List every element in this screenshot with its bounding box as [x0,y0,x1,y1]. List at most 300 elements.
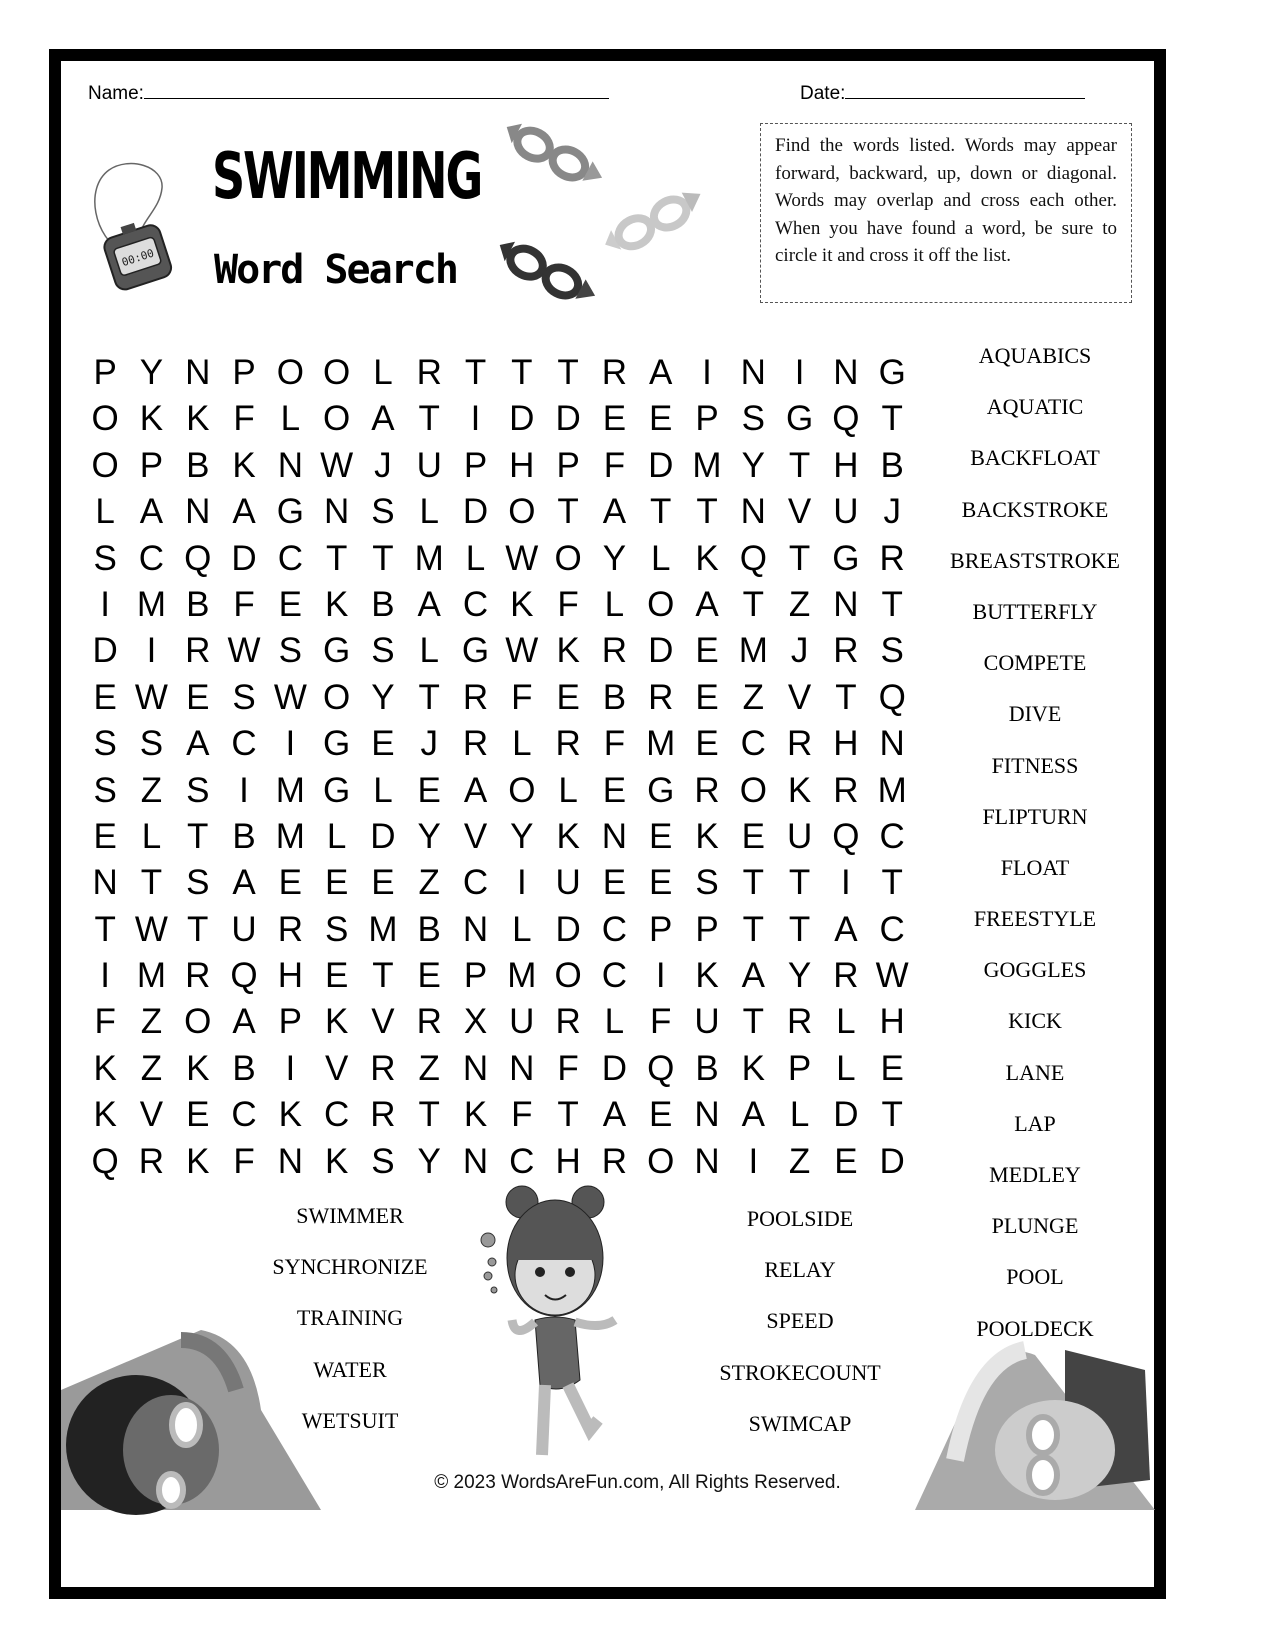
grid-cell[interactable]: C [509,1141,535,1181]
grid-cell[interactable]: S [695,863,719,903]
grid-cell[interactable]: K [186,1141,210,1181]
grid-cell[interactable]: C [323,1095,350,1135]
grid-cell[interactable]: N [601,816,628,856]
grid-cell[interactable]: T [557,492,579,532]
grid-cell[interactable]: U [555,863,581,903]
grid-cell[interactable]: U [833,492,859,532]
grid-cell[interactable]: C [277,538,303,578]
grid-cell[interactable]: Y [417,816,441,856]
grid-cell[interactable]: H [833,724,859,764]
grid-cell[interactable]: T [187,816,209,856]
grid-cell[interactable]: K [139,399,164,439]
grid-cell[interactable]: S [880,631,904,671]
grid-cell[interactable]: T [187,909,209,949]
grid-cell[interactable]: K [695,816,719,856]
grid-cell[interactable]: C [879,816,905,856]
grid-cell[interactable]: R [555,1002,581,1042]
grid-cell[interactable]: N [277,1141,303,1181]
grid-cell[interactable]: K [93,1095,117,1135]
grid-cell[interactable]: R [833,956,859,996]
grid-cell[interactable]: T [742,584,764,624]
grid-cell[interactable]: M [877,770,907,810]
grid-cell[interactable]: P [695,909,719,949]
grid-cell[interactable]: G [323,631,351,671]
grid-cell[interactable]: J [883,492,901,532]
grid-cell[interactable]: K [741,1048,765,1088]
grid-cell[interactable]: M [275,816,305,856]
grid-cell[interactable]: Q [832,399,860,439]
grid-cell[interactable]: N [879,724,905,764]
grid-cell[interactable]: Y [510,816,534,856]
grid-cell[interactable]: R [185,956,211,996]
grid-cell[interactable]: A [649,353,673,392]
grid-cell[interactable]: L [465,538,486,578]
grid-cell[interactable]: L [419,631,439,671]
grid-cell[interactable]: F [603,445,626,485]
grid-cell[interactable]: K [324,584,349,624]
grid-cell[interactable]: N [92,863,118,903]
grid-cell[interactable]: A [139,492,164,532]
grid-cell[interactable]: H [833,445,859,485]
grid-cell[interactable]: N [462,1141,489,1181]
grid-cell[interactable]: N [277,445,303,485]
grid-cell[interactable]: L [604,1002,625,1042]
grid-cell[interactable]: I [841,863,851,903]
grid-cell[interactable]: M [692,445,722,485]
grid-cell[interactable]: N [323,492,350,532]
grid-cell[interactable]: R [277,909,303,949]
grid-cell[interactable]: R [786,724,813,764]
grid-cell[interactable]: Z [140,1002,163,1042]
grid-cell[interactable]: T [788,538,811,578]
grid-cell[interactable]: H [555,1141,581,1181]
grid-cell[interactable]: R [833,631,859,671]
grid-cell[interactable]: S [371,1141,395,1181]
grid-cell[interactable]: F [511,1095,533,1135]
grid-cell[interactable]: P [463,956,488,996]
grid-cell[interactable]: T [881,399,903,439]
grid-cell[interactable]: D [833,1095,859,1135]
grid-cell[interactable]: A [834,909,858,949]
grid-cell[interactable]: T [881,863,903,903]
grid-cell[interactable]: X [463,1002,488,1042]
grid-cell[interactable]: S [324,909,349,949]
grid-cell[interactable]: R [416,353,442,392]
grid-cell[interactable]: B [232,1048,256,1088]
grid-cell[interactable]: W [273,677,307,717]
grid-cell[interactable]: W [134,909,168,949]
grid-cell[interactable]: T [835,677,857,717]
grid-cell[interactable]: L [650,538,671,578]
grid-cell[interactable]: E [371,863,395,903]
grid-cell[interactable]: P [232,353,256,392]
grid-cell[interactable]: L [326,816,347,856]
grid-cell[interactable]: K [278,1095,303,1135]
grid-cell[interactable]: E [695,724,719,764]
grid-cell[interactable]: I [285,724,296,764]
grid-cell[interactable]: L [512,724,532,764]
grid-cell[interactable]: D [648,631,674,671]
grid-cell[interactable]: T [696,492,718,532]
grid-cell[interactable]: T [140,863,163,903]
grid-cell[interactable]: R [138,1141,165,1181]
grid-cell[interactable]: O [323,677,351,717]
grid-cell[interactable]: P [463,445,488,485]
grid-cell[interactable]: R [185,631,211,671]
grid-cell[interactable]: E [417,956,441,996]
grid-cell[interactable]: O [554,956,582,996]
grid-cell[interactable]: T [788,909,811,949]
grid-cell[interactable]: N [462,1048,489,1088]
grid-cell[interactable]: U [509,1002,535,1042]
grid-cell[interactable]: Z [418,863,440,903]
grid-cell[interactable]: K [186,1048,210,1088]
grid-cell[interactable]: L [789,1095,810,1135]
grid-cell[interactable]: F [233,1141,255,1181]
grid-cell[interactable]: F [233,399,255,439]
grid-cell[interactable]: I [146,631,157,671]
grid-cell[interactable]: D [370,816,396,856]
grid-cell[interactable]: O [554,538,582,578]
grid-cell[interactable]: A [186,724,210,764]
grid-cell[interactable]: N [740,353,766,392]
grid-cell[interactable]: V [463,816,488,856]
grid-cell[interactable]: S [371,631,395,671]
grid-cell[interactable]: K [556,631,580,671]
grid-cell[interactable]: F [557,1048,579,1088]
grid-cell[interactable]: B [371,584,395,624]
grid-cell[interactable]: V [787,677,812,717]
grid-cell[interactable]: I [702,353,712,392]
grid-cell[interactable]: L [604,584,625,624]
grid-cell[interactable]: A [417,584,441,624]
grid-cell[interactable]: E [417,770,441,810]
grid-cell[interactable]: R [370,1095,396,1135]
grid-cell[interactable]: R [416,1002,442,1042]
grid-cell[interactable]: A [232,1002,256,1042]
grid-cell[interactable]: J [420,724,438,764]
grid-cell[interactable]: T [372,538,394,578]
grid-cell[interactable]: Z [788,1141,811,1181]
letter-grid[interactable] [82,350,915,1185]
grid-cell[interactable]: I [285,1048,296,1088]
grid-cell[interactable]: M [646,724,676,764]
grid-cell[interactable]: E [695,677,719,717]
grid-cell[interactable]: E [649,816,673,856]
grid-cell[interactable]: O [739,770,767,810]
grid-cell[interactable]: S [139,724,164,764]
grid-cell[interactable]: T [742,909,764,949]
grid-cell[interactable]: R [786,1002,813,1042]
grid-cell[interactable]: Y [787,956,812,996]
grid-cell[interactable]: I [100,584,111,624]
grid-cell[interactable]: E [371,724,395,764]
date-line[interactable] [845,82,1085,99]
grid-cell[interactable]: A [232,863,256,903]
grid-cell[interactable]: K [463,1095,488,1135]
grid-cell[interactable]: T [94,909,116,949]
grid-cell[interactable]: K [556,816,580,856]
grid-cell[interactable]: V [371,1002,395,1042]
grid-cell[interactable]: R [555,724,581,764]
grid-cell[interactable]: U [416,445,442,485]
grid-cell[interactable]: T [418,399,440,439]
grid-cell[interactable]: Q [832,816,860,856]
grid-cell[interactable]: C [462,863,489,903]
grid-cell[interactable]: T [557,1095,579,1135]
grid-cell[interactable]: Q [184,538,212,578]
grid-cell[interactable]: H [509,445,535,485]
grid-cell[interactable]: H [277,956,303,996]
grid-cell[interactable]: K [186,399,210,439]
grid-cell[interactable]: Z [418,1048,440,1088]
grid-cell[interactable]: E [602,863,627,903]
grid-cell[interactable]: S [93,724,117,764]
grid-cell[interactable]: S [232,677,256,717]
grid-cell[interactable]: L [419,492,439,532]
grid-cell[interactable]: O [508,492,536,532]
grid-cell[interactable]: E [602,770,627,810]
grid-cell[interactable]: P [93,353,117,392]
grid-cell[interactable]: P [278,1002,303,1042]
grid-cell[interactable]: A [602,1095,627,1135]
grid-cell[interactable]: F [94,1002,116,1042]
grid-cell[interactable]: M [738,631,768,671]
grid-cell[interactable]: G [832,538,860,578]
grid-cell[interactable]: L [558,770,578,810]
grid-cell[interactable]: L [512,909,532,949]
grid-cell[interactable]: T [511,353,533,392]
grid-cell[interactable]: H [879,1002,905,1042]
grid-cell[interactable]: E [556,677,580,717]
grid-cell[interactable]: E [649,863,673,903]
grid-cell[interactable]: D [92,631,118,671]
grid-cell[interactable]: E [602,399,627,439]
grid-cell[interactable]: E [834,1141,858,1181]
grid-cell[interactable]: G [461,631,490,671]
grid-cell[interactable]: G [878,353,906,392]
grid-cell[interactable]: O [184,1002,212,1042]
grid-cell[interactable]: E [880,1048,904,1088]
grid-cell[interactable]: M [368,909,398,949]
grid-cell[interactable]: T [881,1095,903,1135]
grid-cell[interactable]: Z [788,584,811,624]
grid-cell[interactable]: M [507,956,537,996]
grid-cell[interactable]: C [138,538,165,578]
grid-cell[interactable]: F [603,724,626,764]
grid-cell[interactable]: E [695,631,719,671]
grid-cell[interactable]: T [881,584,903,624]
grid-cell[interactable]: D [648,445,674,485]
grid-cell[interactable]: E [324,863,349,903]
grid-cell[interactable]: R [462,724,489,764]
grid-cell[interactable]: E [278,863,303,903]
grid-cell[interactable]: Z [140,1048,163,1088]
grid-cell[interactable]: Y [139,353,164,392]
grid-cell[interactable]: Y [602,538,627,578]
grid-cell[interactable]: C [601,909,628,949]
grid-cell[interactable]: K [93,1048,117,1088]
grid-cell[interactable]: P [556,445,580,485]
grid-cell[interactable]: A [695,584,719,624]
grid-cell[interactable]: T [418,677,440,717]
grid-cell[interactable]: N [694,1095,720,1135]
grid-cell[interactable]: L [95,492,115,532]
grid-cell[interactable]: Z [742,677,764,717]
grid-cell[interactable]: O [91,445,119,485]
grid-cell[interactable]: V [324,1048,349,1088]
grid-cell[interactable]: N [509,1048,535,1088]
grid-cell[interactable]: R [833,770,859,810]
grid-cell[interactable]: D [879,1141,905,1181]
grid-cell[interactable]: L [280,399,301,439]
grid-cell[interactable]: B [186,445,210,485]
grid-cell[interactable]: E [741,816,765,856]
grid-cell[interactable]: E [93,816,117,856]
grid-cell[interactable]: I [794,353,805,392]
grid-cell[interactable]: K [787,770,812,810]
grid-cell[interactable]: L [141,816,162,856]
grid-cell[interactable]: U [786,816,813,856]
grid-cell[interactable]: R [648,677,674,717]
grid-cell[interactable]: J [790,631,809,671]
grid-cell[interactable]: T [557,353,579,392]
date-field[interactable] [800,82,1085,105]
grid-cell[interactable]: Z [140,770,163,810]
grid-cell[interactable]: T [464,353,487,392]
grid-cell[interactable]: Y [371,677,395,717]
grid-cell[interactable]: T [742,863,764,903]
grid-cell[interactable]: I [516,863,527,903]
grid-cell[interactable]: I [655,956,666,996]
grid-cell[interactable]: C [462,584,489,624]
grid-cell[interactable]: W [134,677,168,717]
grid-cell[interactable]: D [231,538,257,578]
grid-cell[interactable]: P [649,909,673,949]
grid-cell[interactable]: A [741,956,765,996]
grid-cell[interactable]: Q [878,677,906,717]
grid-cell[interactable]: O [91,399,119,439]
grid-cell[interactable]: K [324,1002,349,1042]
grid-cell[interactable]: L [373,770,393,810]
grid-cell[interactable]: G [323,724,351,764]
grid-cell[interactable]: B [880,445,904,485]
grid-cell[interactable]: S [93,538,117,578]
grid-cell[interactable]: L [836,1048,856,1088]
grid-cell[interactable]: T [418,1095,440,1135]
grid-cell[interactable]: M [414,538,444,578]
grid-cell[interactable]: C [231,1095,257,1135]
grid-cell[interactable]: A [602,492,627,532]
grid-cell[interactable]: R [370,1048,396,1088]
grid-cell[interactable]: W [320,445,354,485]
grid-cell[interactable]: S [278,631,303,671]
grid-cell[interactable]: O [508,770,536,810]
grid-cell[interactable]: D [509,399,535,439]
grid-cell[interactable]: N [185,353,211,392]
grid-cell[interactable]: P [695,399,719,439]
grid-cell[interactable]: S [93,770,117,810]
grid-cell[interactable]: S [371,492,395,532]
grid-cell[interactable]: T [325,538,348,578]
grid-cell[interactable]: R [694,770,720,810]
grid-cell[interactable]: U [231,909,257,949]
grid-cell[interactable]: Q [647,1048,675,1088]
grid-cell[interactable]: M [136,956,167,996]
grid-cell[interactable]: E [649,399,673,439]
grid-cell[interactable]: C [601,956,628,996]
grid-cell[interactable]: S [186,770,210,810]
grid-cell[interactable]: S [741,399,765,439]
grid-cell[interactable]: N [694,1141,720,1181]
grid-cell[interactable]: E [186,1095,210,1135]
grid-cell[interactable]: F [650,1002,672,1042]
grid-cell[interactable]: F [557,584,579,624]
grid-cell[interactable]: R [601,631,628,671]
grid-cell[interactable]: B [186,584,210,624]
grid-cell[interactable]: E [278,584,303,624]
grid-cell[interactable]: R [601,353,628,392]
grid-cell[interactable]: Q [739,538,767,578]
grid-cell[interactable]: T [788,863,811,903]
grid-cell[interactable]: M [136,584,167,624]
grid-cell[interactable]: O [276,353,304,392]
grid-cell[interactable]: W [505,631,539,671]
grid-cell[interactable]: N [462,909,489,949]
grid-cell[interactable]: T [788,445,811,485]
grid-cell[interactable]: O [647,584,675,624]
grid-cell[interactable]: T [650,492,672,532]
grid-cell[interactable]: I [748,1141,759,1181]
grid-cell[interactable]: A [371,399,395,439]
grid-cell[interactable]: O [323,399,351,439]
grid-cell[interactable]: P [139,445,164,485]
grid-cell[interactable]: U [694,1002,720,1042]
grid-cell[interactable]: A [741,1095,765,1135]
grid-cell[interactable]: S [186,863,210,903]
grid-cell[interactable]: R [462,677,489,717]
grid-cell[interactable]: A [232,492,256,532]
grid-cell[interactable]: Q [91,1141,119,1181]
grid-cell[interactable]: K [232,445,256,485]
grid-cell[interactable]: Q [230,956,258,996]
grid-cell[interactable]: I [239,770,249,810]
grid-cell[interactable]: R [879,538,905,578]
grid-cell[interactable]: D [462,492,489,532]
grid-cell[interactable]: O [647,1141,675,1181]
grid-cell[interactable]: L [836,1002,856,1042]
grid-cell[interactable]: C [879,909,905,949]
grid-cell[interactable]: F [233,584,255,624]
grid-cell[interactable]: B [417,909,441,949]
grid-cell[interactable]: G [323,770,351,810]
grid-cell[interactable]: G [785,399,814,439]
grid-cell[interactable]: C [740,724,766,764]
grid-cell[interactable]: F [511,677,533,717]
grid-cell[interactable]: Y [417,1141,441,1181]
grid-cell[interactable]: I [470,399,481,439]
grid-cell[interactable]: K [510,584,534,624]
grid-cell[interactable]: B [232,816,256,856]
grid-cell[interactable]: K [695,538,719,578]
grid-cell[interactable]: D [601,1048,628,1088]
grid-cell[interactable]: Y [741,445,765,485]
grid-cell[interactable]: N [833,584,859,624]
grid-cell[interactable]: A [463,770,488,810]
grid-cell[interactable]: I [100,956,111,996]
grid-cell[interactable]: G [647,770,675,810]
grid-cell[interactable]: R [601,1141,628,1181]
